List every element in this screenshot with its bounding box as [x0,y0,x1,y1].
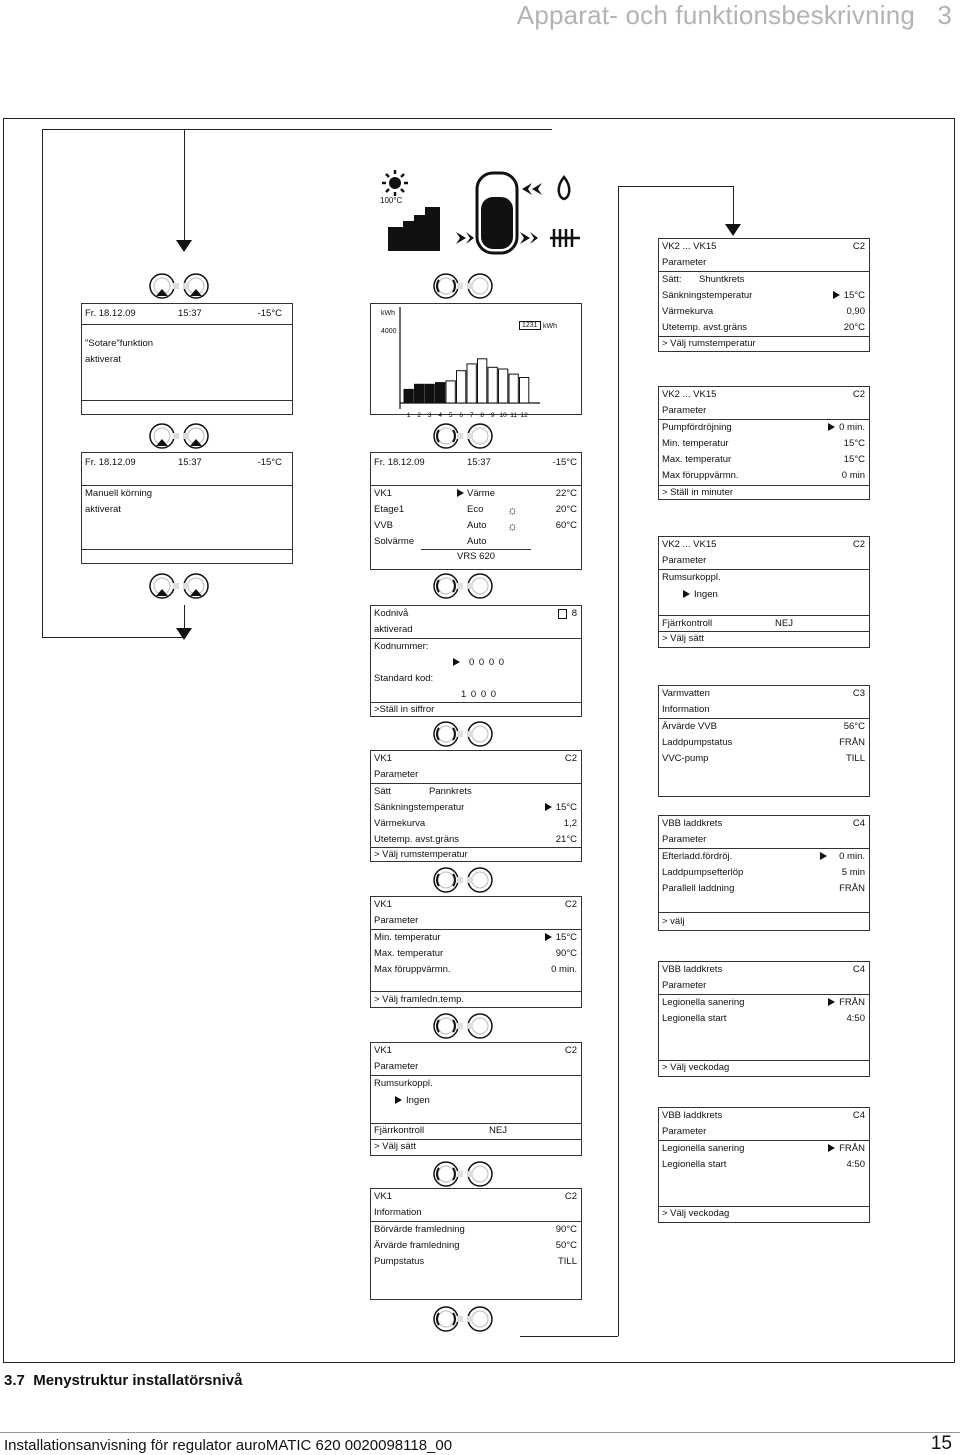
param-value: 0 min. [551,964,577,975]
param-value: 15°C [843,454,865,465]
screen-title: VBB laddkrets [662,1110,723,1121]
status-text: aktiverat [85,504,121,515]
screen-code: C2 [564,753,577,764]
chart-bar [520,378,529,404]
selection-arrow-icon [457,489,464,497]
chart-bar [478,359,487,403]
chart-tick-label: 1 [406,412,411,419]
footer-divider [0,1432,960,1433]
screen-subtitle: Parameter [662,1126,707,1137]
circuit-value: 22°C [555,488,577,499]
page-number: 15 [930,1433,952,1454]
param-value: 0 min [841,470,865,481]
screen-varmvatten-information [658,685,870,797]
connector-line [42,129,552,130]
menu-icon [558,609,567,619]
connector-line [184,129,185,249]
action-hint: > Välj veckodag [662,1062,730,1073]
screen-code: C2 [564,899,577,910]
screen-code: C2 [564,1191,577,1202]
param-value: 21°C [555,834,577,845]
code-level-status: aktiverad [374,624,413,635]
param-value: 0,90 [846,306,865,317]
time: 15:37 [178,457,202,468]
sun-icon: ☼ [507,503,518,517]
date: Fr. 18.12.09 [85,457,136,468]
selection-arrow-icon [545,803,552,811]
connector-line [42,637,184,638]
param-value[interactable]: 15°C [555,932,577,943]
tank-icon [477,173,517,253]
rotary-knob-pair[interactable] [432,720,498,750]
param-label: Legionella sanering [662,1143,745,1154]
chart-tick-label: 6 [459,412,463,419]
screen-code: C4 [852,818,865,829]
param-label: Legionella start [662,1159,727,1170]
param-label: Utetemp. avst.gräns [662,322,748,333]
circuit-value: 60°C [555,520,577,531]
selection-arrow-icon [820,852,827,860]
param-value: NEJ [489,1125,507,1136]
screen-vbb-parameter-1 [658,815,870,931]
param-label: Utetemp. avst.gräns [374,834,460,845]
screen-subtitle: Parameter [662,405,707,416]
flame-icon [559,177,570,199]
param-label: Värmekurva [662,306,714,317]
chart-tick-label: 4 [438,412,442,419]
temperature-label: 100°C [380,196,403,205]
screen-title: VBB laddkrets [662,818,723,829]
screen-title: VK2 ... VK15 [662,389,717,400]
circuit-name: VVB [374,520,394,531]
figure-caption [4,1372,242,1389]
circuit-value: 20°C [555,504,577,515]
screen-vbb-parameter-2 [658,961,870,1077]
module-name: VRS 620 [456,551,496,562]
rotary-knob-pair[interactable] [148,572,214,602]
param-label: Legionella start [662,1013,727,1024]
screen-vk2-parameter-2 [658,386,870,500]
screen-subtitle: Parameter [374,915,419,926]
param-value[interactable]: Ingen [694,589,718,600]
screen-code: C3 [852,688,865,699]
chart-tick-label: 7 [469,412,474,419]
param-label: Max föruppvärmn. [662,470,739,481]
screen-basic-display [370,452,582,570]
chart-bar [509,374,518,403]
param-value[interactable]: FRÅN [839,1143,865,1154]
screen-title: VK1 [374,1191,392,1202]
page-header [517,0,952,31]
figure-number: 3.7 [4,1372,25,1389]
param-label: Fjärrkontroll [374,1125,425,1136]
status-text: Manuell körning [85,488,153,499]
circuit-mode: Auto [467,520,487,531]
status-text: "Sotare"funktion [85,338,154,349]
screen-title: VK1 [374,899,392,910]
selection-arrow-icon [828,998,835,1006]
param-value: 5 min [841,867,865,878]
circuit-name: VK1 [374,488,392,499]
chart-total: 1231 [519,321,541,330]
chart-bar [415,384,424,403]
screen-subtitle: Parameter [662,555,707,566]
selection-arrow-icon [828,1144,835,1152]
arrow-down-icon [725,224,741,238]
selection-arrow-icon [833,291,840,299]
screen-vk1-parameter-1 [370,750,582,862]
param-value: Pannkrets [429,786,472,797]
param-label: Max. temperatur [374,948,444,959]
connector-line [520,1336,618,1337]
chart-tick-label: 9 [490,412,495,419]
rotary-knob-pair[interactable] [432,866,498,896]
time: 15:37 [467,457,491,468]
sun-icon: ☼ [507,519,518,533]
outside-temp: -15°C [257,308,282,319]
status-text: aktiverat [85,354,121,365]
param-value[interactable]: Ingen [406,1095,430,1106]
info-value: TILL [845,753,865,764]
info-label: Börvärde framledning [374,1224,465,1235]
connector-line [42,129,43,637]
radiator-icon [550,229,580,247]
chart-bar [404,389,413,403]
param-value[interactable]: 15°C [843,290,865,301]
standard-code-label: Standard kod: [374,673,434,684]
action-hint: > Välj rumstemperatur [374,849,468,860]
param-label: Sätt: [662,274,682,285]
param-label: Laddpumpsefterlöp [662,867,744,878]
screen-manuell [81,452,293,564]
info-value: TILL [557,1256,577,1267]
connector-line [618,186,619,1336]
screen-title: Varmvatten [662,688,710,699]
action-hint: > Välj rumstemperatur [662,338,756,349]
selection-arrow-icon [453,658,460,666]
header-title: Apparat- och funktionsbeskrivning [516,0,916,30]
yield-chart [370,303,582,428]
screen-subtitle: Information [374,1207,422,1218]
circuit-mode: Eco [467,504,484,515]
chart-tick-label: 10 [499,412,507,419]
rotary-knob-pair[interactable] [148,422,214,452]
param-value[interactable]: 0 min. [839,422,865,433]
info-value: 50°C [555,1240,577,1251]
rotary-knob-pair[interactable] [432,572,498,602]
chart-tick-label: 12 [520,412,528,419]
circuit-name: Solvärme [374,536,415,547]
sun-icon [382,170,408,196]
screen-subtitle: Parameter [374,1061,419,1072]
screen-code-level [370,605,582,717]
screen-code: C4 [852,964,865,975]
param-label: Max föruppvärmn. [374,964,451,975]
param-label: Pumpfördröjning [662,422,732,433]
footer-text: Installationsanvisning för regulator auroMATIC 620 0020098118_00 [4,1437,453,1454]
rotary-knob-pair[interactable] [432,272,498,302]
param-label: Sätt [374,786,391,797]
action-hint: > Välj framledn.temp. [374,994,465,1005]
screen-code: C2 [852,539,865,550]
screen-title: VK2 ... VK15 [662,539,717,550]
param-value[interactable]: FRÅN [839,997,865,1008]
screen-subtitle: Parameter [662,980,707,991]
param-value: 90°C [555,948,577,959]
arrow-down-icon [176,240,192,254]
chart-bar [425,384,434,403]
action-hint: >Ställ in siffror [374,704,435,715]
screen-vk2-parameter-3 [658,536,870,648]
action-hint: > Välj sätt [374,1141,416,1152]
chart-bar [446,381,455,403]
selection-arrow-icon [828,423,835,431]
screen-title: VK2 ... VK15 [662,241,717,252]
code-level-label: Kodnivå [374,608,409,619]
rotary-knob-pair[interactable] [432,1305,498,1335]
chart-bar [488,367,497,403]
screen-subtitle: Parameter [662,257,707,268]
action-hint: > Välj veckodag [662,1208,730,1219]
chart-tick-label: 11 [510,412,518,419]
param-value: NEJ [775,618,793,629]
param-label: Rumsurkoppl. [374,1078,433,1089]
connector-line [618,186,733,187]
solar-steps-icon [388,207,440,251]
param-label: Parallell laddning [662,883,735,894]
action-hint: > Ställ in minuter [662,487,734,498]
param-value: FRÅN [839,883,865,894]
date: Fr. 18.12.09 [85,308,136,319]
outside-temp: -15°C [552,457,577,468]
screen-code: C4 [852,1110,865,1121]
screen-title: VK1 [374,753,392,764]
standard-code-value: 1 0 0 0 [461,689,498,700]
code-number-label: Kodnummer: [374,641,429,652]
screen-title: VK1 [374,1045,392,1056]
return-arrow-icon [522,183,542,195]
info-value: 56°C [843,721,865,732]
screen-subtitle: Parameter [374,769,419,780]
circuit-mode: Auto [467,536,487,547]
screen-sotare [81,303,293,415]
chart-tick-label: 3 [427,412,432,419]
chart-bar [499,369,508,403]
param-value: 20°C [843,322,865,333]
param-value: 15°C [843,438,865,449]
selection-arrow-icon [683,590,690,598]
chart-tick-label: 8 [480,412,484,419]
chart-ylabel: kWh [381,310,395,317]
param-value: Shuntkrets [699,274,745,285]
param-value: 4:50 [846,1159,865,1170]
param-value: 4:50 [846,1013,865,1024]
chart-tick-label: 5 [448,412,453,419]
time: 15:37 [178,308,202,319]
action-hint: > Välj sätt [662,633,704,644]
header-chapter: 3 [937,0,952,30]
chart-bar [457,371,466,403]
param-value[interactable]: 15°C [555,802,577,813]
param-label: Legionella sanering [662,997,745,1008]
param-label: Sänkningstemperatur [374,802,465,813]
screen-vk1-parameter-2 [370,896,582,1008]
param-label: Efterladd.fördröj. [662,851,733,862]
code-badge: 8 [571,608,577,619]
selection-arrow-icon [395,1096,402,1104]
info-label: VVC-pump [662,753,709,764]
date: Fr. 18.12.09 [374,457,425,468]
screen-title: VBB laddkrets [662,964,723,975]
arrow-down-icon [176,628,192,642]
info-value: 90°C [555,1224,577,1235]
screen-vk2-parameter-1 [658,238,870,352]
screen-subtitle: Parameter [662,834,707,845]
screen-code: C2 [564,1045,577,1056]
screen-vk1-information [370,1188,582,1300]
param-label: Fjärrkontroll [662,618,713,629]
code-input[interactable]: 0 0 0 0 [469,657,506,668]
outside-temp: -15°C [257,457,282,468]
screen-vbb-parameter-3 [658,1107,870,1223]
screen-code: C2 [852,389,865,400]
rotary-knob-pair[interactable] [432,1160,498,1190]
selection-arrow-icon [545,933,552,941]
param-label: Rumsurkoppl. [662,572,721,583]
chart-bar [436,383,445,403]
circuit-mode[interactable]: Värme [467,488,495,499]
info-label: Laddpumpstatus [662,737,733,748]
info-label: Ärvärde VVB [662,721,717,732]
chart-ytick: 4000 [381,328,397,335]
info-label: Ärvärde framledning [374,1240,460,1251]
param-value[interactable]: 0 min. [839,851,865,862]
action-hint: > välj [662,916,685,927]
circuit-name: Etage1 [374,504,405,515]
figure-title: Menystruktur installatörsnivå [33,1372,243,1389]
rotary-knob-pair[interactable] [148,272,214,302]
flow-arrow-2-icon [520,232,538,244]
info-label: Pumpstatus [374,1256,425,1267]
rotary-knob-pair[interactable] [432,1012,498,1042]
param-label: Min. temperatur [374,932,441,943]
param-label: Max. temperatur [662,454,732,465]
screen-subtitle: Information [662,704,710,715]
screen-code: C2 [852,241,865,252]
chart-total-unit: kWh [543,323,557,330]
param-label: Sänkningstemperatur [662,290,753,301]
chart-tick-label: 2 [417,412,421,419]
chart-bar [467,364,476,403]
flow-arrow-icon [456,232,474,244]
param-label: Värmekurva [374,818,426,829]
system-graphic [370,165,590,265]
param-value: 1,2 [563,818,577,829]
param-label: Min. temperatur [662,438,729,449]
info-value: FRÅN [839,737,865,748]
screen-vk1-parameter-3 [370,1042,582,1156]
